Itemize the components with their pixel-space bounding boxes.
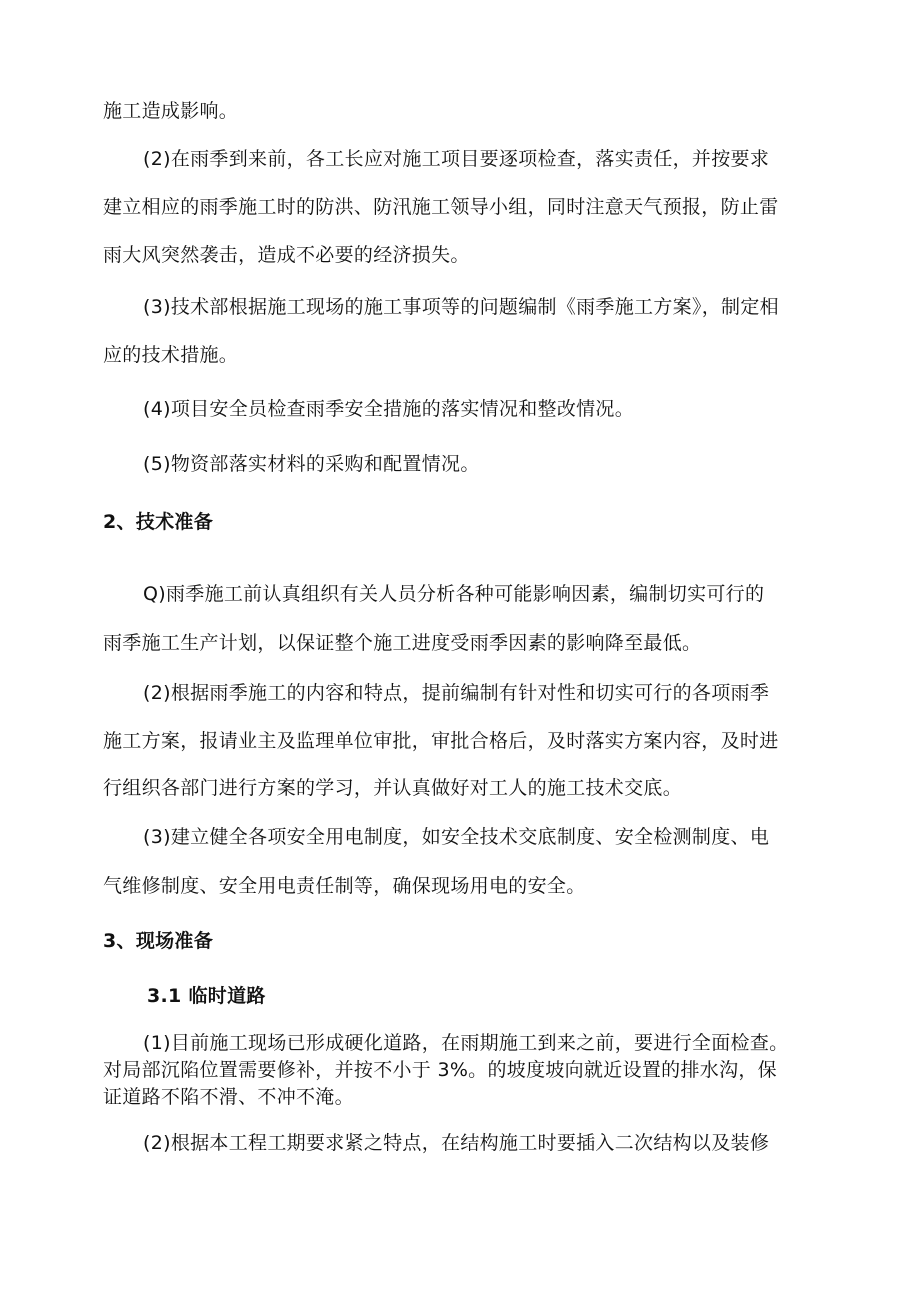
paragraph-line: (1)目前施工现场已形成硬化道路，在雨期施工到来之前，要进行全面检查。: [143, 1032, 789, 1054]
paragraph-line: (2)根据雨季施工的内容和特点，提前编制有针对性和切实可行的各项雨季: [143, 682, 770, 704]
paragraph-line: 气维修制度、安全用电责任制等，确保现场用电的安全。: [103, 875, 586, 897]
paragraph-line: 对局部沉陷位置需要修补，并按不小于 3%。的坡度坡向就近设置的排水沟，保: [103, 1059, 777, 1081]
paragraph-line: 行组织各部门进行方案的学习，并认真做好对工人的施工技术交底。: [103, 777, 683, 799]
paragraph-line: (4)项目安全员检查雨季安全措施的落实情况和整改情况。: [143, 398, 635, 420]
paragraph-line: 雨大风突然袭击，造成不必要的经济损失。: [103, 244, 470, 266]
paragraph-line: (3)技术部根据施工现场的施工事项等的问题编制《雨季施工方案》，制定相: [143, 296, 779, 318]
paragraph-line: 应的技术措施。: [103, 344, 239, 366]
section-heading: 3、现场准备: [103, 930, 214, 952]
paragraph-line: (5)物资部落实材料的采购和配置情况。: [143, 453, 480, 475]
paragraph-line: 施工方案，报请业主及监理单位审批，审批合格后，及时落实方案内容，及时进: [103, 730, 779, 752]
paragraph-line: 施工造成影响。: [103, 100, 239, 122]
paragraph-line: (2)根据本工程工期要求紧之特点，在结构施工时要插入二次结构以及装修: [143, 1132, 770, 1154]
section-heading: 2、技术准备: [103, 511, 214, 533]
paragraph-line: 证道路不陷不滑、不冲不淹。: [103, 1086, 354, 1108]
paragraph-line: (2)在雨季到来前，各工长应对施工项目要逐项检查，落实责任，并按要求: [143, 148, 770, 170]
paragraph-line: (3)建立健全各项安全用电制度，如安全技术交底制度、安全检测制度、电: [143, 826, 770, 848]
paragraph-line: Q)雨季施工前认真组织有关人员分析各种可能影响因素，编制切实可行的: [143, 583, 765, 605]
subsection-heading: 3.1 临时道路: [147, 985, 266, 1007]
paragraph-line: 建立相应的雨季施工时的防洪、防汛施工领导小组，同时注意天气预报，防止雷: [103, 196, 779, 218]
paragraph-line: 雨季施工生产计划，以保证整个施工进度受雨季因素的影响降至最低。: [103, 632, 702, 654]
